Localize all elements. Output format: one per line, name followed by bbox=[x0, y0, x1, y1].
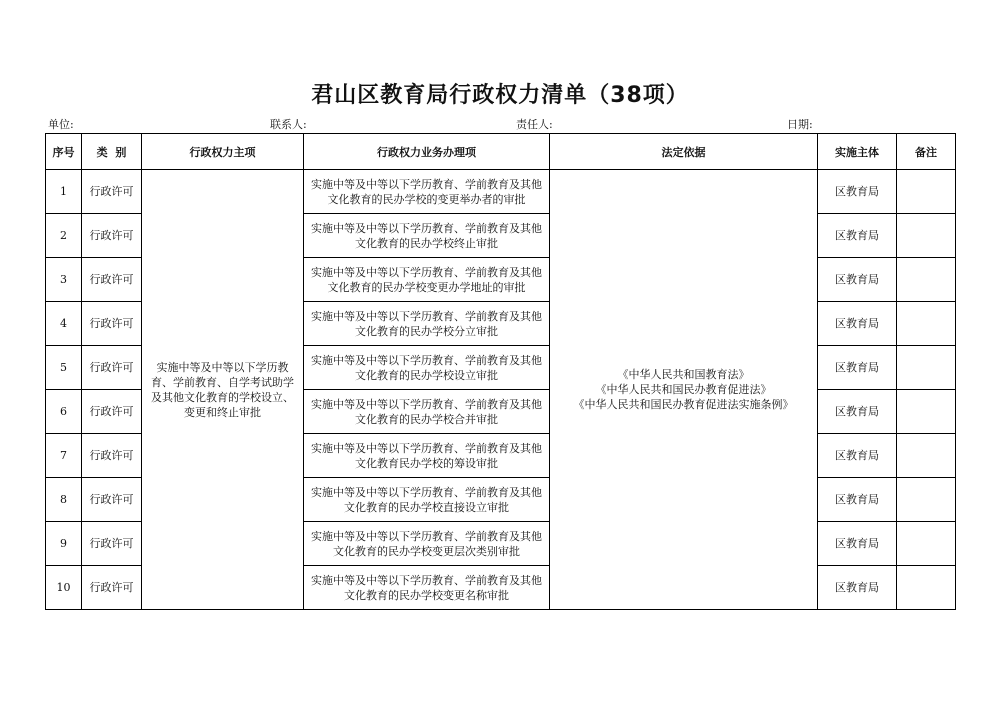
cell-no: 5 bbox=[46, 346, 82, 390]
cell-remarks bbox=[897, 258, 956, 302]
cell-legal-basis bbox=[550, 170, 818, 610]
cell-no: 9 bbox=[46, 522, 82, 566]
header-no: 序号 bbox=[46, 134, 82, 170]
cell-business-item: 实施中等及中等以下学历教育、学前教育及其他文化教育的民办学校合并审批 bbox=[304, 390, 550, 434]
cell-category: 行政许可 bbox=[82, 346, 142, 390]
cell-no: 6 bbox=[46, 390, 82, 434]
cell-business-item: 实施中等及中等以下学历教育、学前教育及其他文化教育的民办学校的变更举办者的审批 bbox=[304, 170, 550, 214]
cell-category: 行政许可 bbox=[82, 302, 142, 346]
cell-remarks bbox=[897, 390, 956, 434]
cell-business-item: 实施中等及中等以下学历教育、学前教育及其他文化教育民办学校的筹设审批 bbox=[304, 434, 550, 478]
legal-basis-line: 《中华人民共和国民办教育促进法》 bbox=[595, 383, 772, 396]
cell-implementer: 区教育局 bbox=[818, 434, 897, 478]
table-row bbox=[46, 170, 956, 214]
cell-business-item: 实施中等及中等以下学历教育、学前教育及其他文化教育的民办学校变更名称审批 bbox=[304, 566, 550, 610]
date-label: 日期: bbox=[787, 118, 813, 131]
cell-category: 行政许可 bbox=[82, 478, 142, 522]
cell-category: 行政许可 bbox=[82, 522, 142, 566]
cell-no: 1 bbox=[46, 170, 82, 214]
cell-business-item: 实施中等及中等以下学历教育、学前教育及其他文化教育的民办学校直接设立审批 bbox=[304, 478, 550, 522]
cell-category: 行政许可 bbox=[82, 170, 142, 214]
cell-remarks bbox=[897, 522, 956, 566]
cell-category: 行政许可 bbox=[82, 258, 142, 302]
cell-category: 行政许可 bbox=[82, 566, 142, 610]
power-list-table bbox=[45, 133, 956, 610]
page-title: 君山区教育局行政权力清单（38项） bbox=[311, 83, 689, 108]
cell-implementer: 区教育局 bbox=[818, 258, 897, 302]
cell-business-item: 实施中等及中等以下学历教育、学前教育及其他文化教育的民办学校变更层次类别审批 bbox=[304, 522, 550, 566]
unit-label: 单位: bbox=[48, 118, 74, 131]
cell-implementer: 区教育局 bbox=[818, 390, 897, 434]
cell-remarks bbox=[897, 566, 956, 610]
cell-implementer: 区教育局 bbox=[818, 478, 897, 522]
cell-remarks bbox=[897, 170, 956, 214]
cell-remarks bbox=[897, 346, 956, 390]
cell-main-item: 实施中等及中等以下学历教育、学前教育、自学考试助学及其他文化教育的学校设立、变更和终止审批 bbox=[142, 170, 304, 610]
cell-implementer: 区教育局 bbox=[818, 302, 897, 346]
cell-business-item: 实施中等及中等以下学历教育、学前教育及其他文化教育的民办学校变更办学地址的审批 bbox=[304, 258, 550, 302]
cell-remarks bbox=[897, 302, 956, 346]
header-row bbox=[46, 134, 956, 170]
cell-implementer: 区教育局 bbox=[818, 170, 897, 214]
header-remarks: 备注 bbox=[897, 134, 956, 170]
cell-no: 3 bbox=[46, 258, 82, 302]
cell-remarks bbox=[897, 434, 956, 478]
cell-category: 行政许可 bbox=[82, 390, 142, 434]
cell-implementer: 区教育局 bbox=[818, 346, 897, 390]
contact-label: 联系人: bbox=[270, 118, 307, 131]
cell-implementer: 区教育局 bbox=[818, 566, 897, 610]
cell-business-item: 实施中等及中等以下学历教育、学前教育及其他文化教育的民办学校分立审批 bbox=[304, 302, 550, 346]
cell-remarks bbox=[897, 214, 956, 258]
cell-implementer: 区教育局 bbox=[818, 214, 897, 258]
header-main-item: 行政权力主项 bbox=[142, 134, 304, 170]
cell-category: 行政许可 bbox=[82, 214, 142, 258]
header-implementer: 实施主体 bbox=[818, 134, 897, 170]
cell-remarks bbox=[897, 478, 956, 522]
cell-no: 4 bbox=[46, 302, 82, 346]
cell-no: 10 bbox=[46, 566, 82, 610]
legal-basis-line: 《中华人民共和国民办教育促进法实施条例》 bbox=[573, 398, 794, 411]
cell-business-item: 实施中等及中等以下学历教育、学前教育及其他文化教育的民办学校终止审批 bbox=[304, 214, 550, 258]
responsible-label: 责任人: bbox=[516, 118, 553, 131]
cell-implementer: 区教育局 bbox=[818, 522, 897, 566]
cell-category: 行政许可 bbox=[82, 434, 142, 478]
cell-no: 2 bbox=[46, 214, 82, 258]
header-business-item: 行政权力业务办理项 bbox=[304, 134, 550, 170]
header-legal-basis: 法定依据 bbox=[550, 134, 818, 170]
header-category: 类 别 bbox=[82, 134, 142, 170]
cell-business-item: 实施中等及中等以下学历教育、学前教育及其他文化教育的民办学校设立审批 bbox=[304, 346, 550, 390]
cell-no: 8 bbox=[46, 478, 82, 522]
cell-no: 7 bbox=[46, 434, 82, 478]
legal-basis-line: 《中华人民共和国教育法》 bbox=[617, 368, 750, 381]
